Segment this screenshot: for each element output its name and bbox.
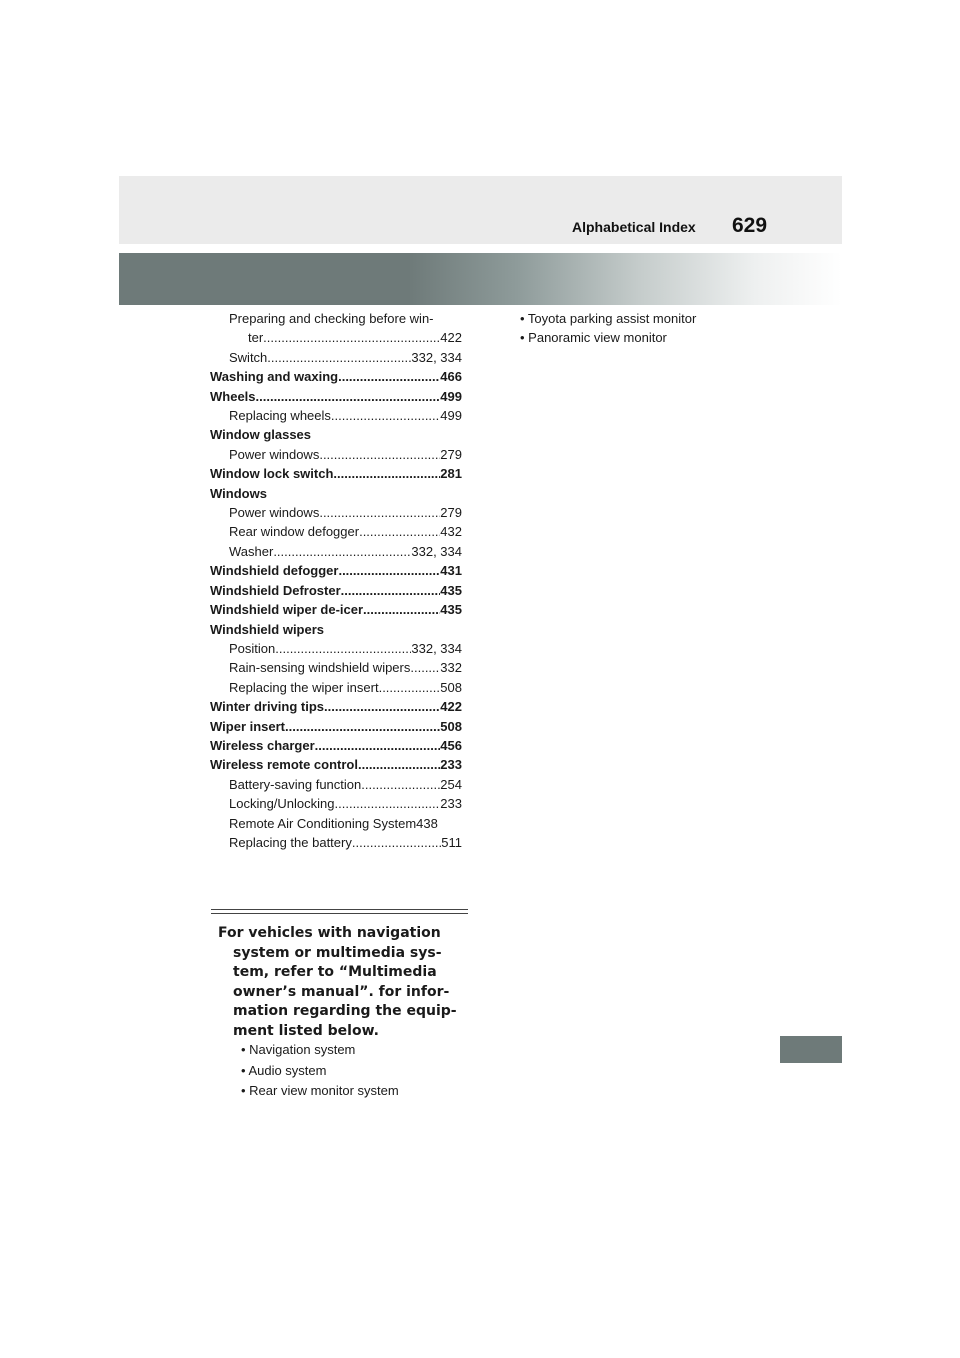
- note-line: system or multimedia sys-: [233, 944, 442, 961]
- index-entry-page: 466: [440, 369, 462, 385]
- leader-dots: [273, 542, 411, 561]
- divider-rule-bottom: [211, 913, 468, 914]
- index-entry-page: 422: [440, 699, 462, 715]
- index-entry-page: 431: [440, 563, 462, 579]
- index-entry: [210, 678, 462, 697]
- index-entry-label: Wheels: [210, 388, 256, 404]
- index-entry: [210, 775, 462, 794]
- note-line: ment listed below.: [233, 1022, 379, 1039]
- index-entry: [210, 425, 462, 444]
- chapter-gradient-bar: [119, 253, 842, 305]
- index-entry-page: 432: [440, 524, 462, 540]
- note-line: mation regarding the equip-: [233, 1003, 457, 1019]
- index-entry-label: Preparing and checking before win-: [229, 311, 434, 326]
- leader-dots: [363, 600, 440, 619]
- index-entry-page: 422: [440, 330, 462, 346]
- leader-dots: [338, 367, 440, 386]
- index-entry-label: ter: [248, 330, 264, 346]
- index-entry-page: 332, 334: [411, 640, 462, 656]
- index-entry-label: Remote Air Conditioning System: [229, 815, 417, 831]
- index-entry-page: 332: [440, 660, 462, 676]
- index-column-right: [520, 309, 780, 348]
- index-entry: [210, 561, 462, 580]
- index-entry: [210, 445, 462, 464]
- note-line: owner’s manual”. for infor-: [233, 983, 450, 1000]
- leader-dots: [275, 639, 411, 658]
- index-entry: [210, 309, 462, 328]
- index-entry: [210, 503, 462, 522]
- leader-dots: [331, 406, 440, 425]
- page-number: 629: [732, 214, 768, 237]
- index-entry-label: Wiper insert: [210, 718, 286, 734]
- index-entry-page: 254: [440, 776, 462, 792]
- index-entry-label: Windshield defogger: [210, 563, 339, 579]
- index-column-left: [210, 309, 462, 852]
- index-entry: [210, 658, 462, 677]
- leader-dots: [359, 522, 440, 541]
- index-entry: [210, 328, 462, 347]
- index-entry: [210, 348, 462, 367]
- index-entry-page: 279: [440, 505, 462, 521]
- index-entry: [210, 522, 462, 541]
- index-entry: [210, 367, 462, 386]
- index-entry-label: Washing and waxing: [210, 369, 339, 385]
- leader-dots: [319, 503, 440, 522]
- leader-dots: [324, 697, 440, 716]
- index-entry-label: Locking/Unlocking: [229, 796, 335, 812]
- leader-dots: [361, 775, 440, 794]
- index-entry: [210, 581, 462, 600]
- index-entry-page: 435: [440, 602, 462, 618]
- leader-dots: [319, 445, 440, 464]
- leader-dots: [256, 387, 441, 406]
- index-entry-label: Window lock switch: [210, 466, 334, 482]
- index-entry-page: 508: [440, 718, 462, 734]
- equipment-list: [241, 1040, 399, 1102]
- index-entry: [210, 639, 462, 658]
- index-entry-label: Rain-sensing windshield wipers: [229, 660, 411, 676]
- index-entry: [210, 717, 462, 736]
- index-entry-label: Windows: [210, 485, 267, 501]
- list-item: • Navigation system: [241, 1042, 356, 1057]
- index-entry-label: Switch: [229, 349, 268, 365]
- list-item: • Audio system: [241, 1062, 327, 1078]
- index-entry: [210, 406, 462, 425]
- index-entry: [210, 620, 462, 639]
- section-side-tab: [780, 1036, 842, 1063]
- index-entry: [210, 600, 462, 619]
- index-entry: [210, 736, 462, 755]
- index-entry-label: Winter driving tips: [210, 699, 324, 715]
- index-entry-label: Replacing wheels: [229, 408, 331, 424]
- index-entry-label: Battery-saving function: [229, 776, 362, 792]
- index-entry: [210, 542, 462, 561]
- leader-dots: [267, 348, 411, 367]
- index-entry-label: Windshield wiper de-icer: [210, 602, 364, 618]
- leader-dots: [358, 755, 440, 774]
- index-entry-label: Windshield Defroster: [210, 582, 341, 598]
- index-entry: [210, 814, 462, 833]
- index-entry-page: 279: [440, 446, 462, 462]
- index-entry: [210, 464, 462, 483]
- leader-dots: [379, 678, 441, 697]
- index-entry-page: 233: [440, 796, 462, 812]
- index-entry-label: Replacing the battery: [229, 834, 352, 850]
- note-line: For vehicles with navigation: [218, 925, 441, 941]
- index-entry: [210, 833, 462, 852]
- leader-dots: [341, 581, 441, 600]
- divider-rule-top: [211, 909, 468, 910]
- index-entry-page: 233: [440, 757, 462, 773]
- index-entry-label: Wireless remote control: [210, 757, 358, 773]
- index-entry-label: Position: [229, 640, 276, 656]
- index-entry-page: 281: [440, 466, 462, 482]
- index-entry-label: Rear window defogger: [229, 524, 360, 540]
- index-entry-label: Power windows: [229, 446, 320, 462]
- index-entry-page: 456: [440, 737, 462, 753]
- section-title: Alphabetical Index: [572, 219, 696, 235]
- index-entry-label: Windshield wipers: [210, 621, 325, 637]
- index-entry-page: 511: [441, 834, 462, 850]
- index-entry-label: Wireless charger: [210, 737, 315, 753]
- leader-dots: [333, 464, 440, 483]
- index-entry-page: 438: [416, 815, 438, 831]
- leader-dots: [335, 794, 441, 813]
- index-entry-label: Window glasses: [210, 427, 312, 443]
- leader-dots: [315, 736, 441, 755]
- leader-dots: [285, 717, 440, 736]
- leader-dots: [352, 833, 441, 852]
- index-entry-page: 508: [440, 679, 462, 695]
- list-item: • Toyota parking assist monitor: [520, 311, 697, 326]
- list-item: • Panoramic view monitor: [520, 330, 667, 346]
- list-item: • Rear view monitor system: [241, 1083, 399, 1098]
- index-entry: [210, 697, 462, 716]
- leader-dots: [410, 658, 440, 677]
- index-entry-label: Power windows: [229, 505, 320, 521]
- leader-dots: [263, 328, 440, 347]
- leader-dots: [338, 561, 440, 580]
- index-entry-label: Replacing the wiper insert: [229, 679, 379, 695]
- index-entry: [210, 794, 462, 813]
- note-line: tem, refer to “Multimedia: [233, 964, 437, 980]
- index-entry-page: 499: [440, 408, 462, 424]
- index-entry-page: 435: [440, 582, 462, 598]
- index-entry: [210, 755, 462, 774]
- index-entry: [210, 484, 462, 503]
- index-entry-page: 332, 334: [411, 349, 462, 365]
- navigation-note: [216, 924, 466, 1041]
- index-entry-page: 332, 334: [411, 543, 462, 559]
- index-entry-page: 499: [440, 388, 462, 404]
- index-entry-label: Washer: [229, 543, 274, 559]
- index-entry: [210, 387, 462, 406]
